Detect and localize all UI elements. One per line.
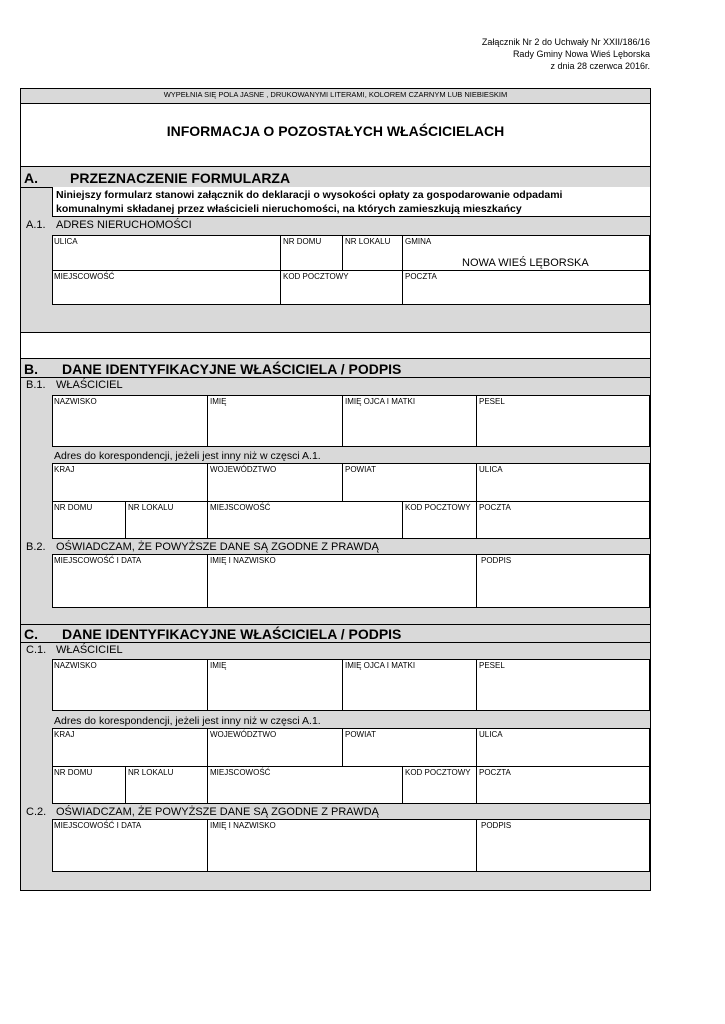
- b1-poczta-field[interactable]: [476, 502, 650, 539]
- kod-pocztowy-label: KOD POCZTOWY: [405, 768, 471, 777]
- section-a-letter: A.: [24, 170, 38, 186]
- a1-miejscowosc-field[interactable]: [52, 271, 280, 305]
- b1-nr-lokalu-field[interactable]: [125, 502, 207, 539]
- section-b-divider: [21, 377, 650, 378]
- form-title: INFORMACJA O POZOSTAŁYCH WŁAŚCICIELACH: [166, 123, 505, 139]
- c1-title: WŁAŚCICIEL: [56, 644, 123, 656]
- c1-wojewodztwo-field[interactable]: [207, 729, 342, 766]
- a1-number: A.1.: [26, 219, 46, 231]
- miejscowosc-data-label: MIEJSCOWOŚĆ I DATA: [54, 821, 142, 830]
- imie-label: IMIĘ: [210, 397, 227, 406]
- c1-nazwisko-field[interactable]: [52, 660, 207, 710]
- miejscowosc-label: MIEJSCOWOŚĆ: [210, 768, 271, 777]
- attachment-line-3: z dnia 28 czerwca 2016r.: [550, 61, 650, 71]
- nr-lokalu-label: NR LOKALU: [128, 768, 174, 777]
- c2-number: C.2.: [26, 806, 47, 818]
- spacer-band: [21, 332, 650, 359]
- ulica-label: ULICA: [54, 237, 78, 246]
- section-c-divider: [21, 642, 650, 643]
- poczta-label: POCZTA: [405, 272, 437, 281]
- attachment-line-2: Rady Gminy Nowa Wieś Lęborska: [512, 49, 650, 59]
- imie-nazwisko-label: IMIĘ I NAZWISKO: [210, 821, 276, 830]
- b1-kod-pocztowy-field[interactable]: [402, 502, 476, 539]
- kraj-label: KRAJ: [54, 465, 75, 474]
- nr-domu-label: NR DOMU: [283, 237, 322, 246]
- a1-kod-pocztowy-field[interactable]: [280, 271, 402, 305]
- pesel-label: PESEL: [479, 397, 505, 406]
- miejscowosc-label: MIEJSCOWOŚĆ: [210, 503, 271, 512]
- miejscowosc-data-label: MIEJSCOWOŚĆ I DATA: [54, 556, 142, 565]
- c1-nr-domu-field[interactable]: [52, 767, 125, 804]
- section-a-title: PRZEZNACZENIE FORMULARZA: [70, 170, 291, 186]
- section-c-top-divider: [21, 624, 650, 625]
- a1-ulica-field[interactable]: [52, 236, 280, 270]
- b1-nr-domu-field[interactable]: [52, 502, 125, 539]
- wojewodztwo-label: WOJEWÓDZTWO: [210, 730, 277, 739]
- imie-ojca-matki-label: IMIĘ OJCA I MATKI: [345, 661, 416, 670]
- c1-kraj-field[interactable]: [52, 729, 207, 766]
- section-a-description: [52, 187, 650, 217]
- b1-miejscowosc-field[interactable]: [207, 502, 402, 539]
- powiat-label: POWIAT: [345, 465, 376, 474]
- c2-imie-nazwisko-field[interactable]: [207, 820, 476, 871]
- nr-lokalu-label: NR LOKALU: [345, 237, 391, 246]
- c1-pesel-field[interactable]: [476, 660, 650, 710]
- c1-kod-pocztowy-field[interactable]: [402, 767, 476, 804]
- b1-imie-field[interactable]: [207, 396, 342, 446]
- section-c-letter: C.: [24, 626, 38, 642]
- b2-imie-nazwisko-field[interactable]: [207, 555, 476, 607]
- powiat-label: POWIAT: [345, 730, 376, 739]
- a1-title: ADRES NIERUCHOMOŚCI: [56, 219, 192, 231]
- imie-label: IMIĘ: [210, 661, 227, 670]
- b1-ulica-field[interactable]: [476, 464, 650, 501]
- a1-poczta-field[interactable]: [402, 271, 650, 305]
- c2-podpis-field[interactable]: [476, 820, 650, 871]
- wojewodztwo-label: WOJEWÓDZTWO: [210, 465, 277, 474]
- instruction-text: WYPEŁNIA SIĘ POLA JASNE , DRUKOWANYMI LITERAMI, KOLOREM CZARNYM LUB NIEBIESKIM: [163, 90, 508, 99]
- b1-pesel-field[interactable]: [476, 396, 650, 446]
- description-line-2: komunalnymi składanej przez właścicieli nieruchomości, na których zamieszkują mieszkańcy: [56, 203, 522, 215]
- nr-domu-label: NR DOMU: [54, 503, 93, 512]
- nr-lokalu-label: NR LOKALU: [128, 503, 174, 512]
- attachment-header: [420, 36, 650, 72]
- b2-podpis-field[interactable]: [476, 555, 650, 607]
- pesel-label: PESEL: [479, 661, 505, 670]
- a1-nr-domu-field[interactable]: [280, 236, 342, 270]
- b1-nazwisko-field[interactable]: [52, 396, 207, 446]
- form-title-box: [21, 103, 650, 167]
- kod-pocztowy-label: KOD POCZTOWY: [405, 503, 471, 512]
- section-b-title: DANE IDENTYFIKACYJNE WŁAŚCICIELA / PODPIS: [62, 361, 402, 377]
- b2-miejscowosc-data-field[interactable]: [52, 555, 207, 607]
- podpis-label: PODPIS: [481, 821, 512, 830]
- c1-powiat-field[interactable]: [342, 729, 476, 766]
- b2-title: OŚWIADCZAM, ŻE POWYŻSZE DANE SĄ ZGODNE Z PRAWDĄ: [56, 541, 379, 553]
- c1-number: C.1.: [26, 644, 47, 656]
- ulica-label: ULICA: [479, 465, 503, 474]
- b1-kraj-field[interactable]: [52, 464, 207, 501]
- section-c-title: DANE IDENTYFIKACYJNE WŁAŚCICIELA / PODPIS: [62, 626, 402, 642]
- nr-domu-label: NR DOMU: [54, 768, 93, 777]
- b1-title: WŁAŚCICIEL: [56, 379, 123, 391]
- imie-ojca-matki-label: IMIĘ OJCA I MATKI: [345, 397, 416, 406]
- nazwisko-label: NAZWISKO: [54, 661, 97, 670]
- b1-imie-ojca-matki-field[interactable]: [342, 396, 476, 446]
- attachment-line-1: Załącznik Nr 2 do Uchwały Nr XXII/186/16: [481, 37, 650, 47]
- section-b-letter: B.: [24, 361, 38, 377]
- b1-address-note: Adres do korespondencji, jeżeli jest inny niż w częsci A.1.: [54, 450, 321, 462]
- imie-nazwisko-label: IMIĘ I NAZWISKO: [210, 556, 276, 565]
- podpis-label: PODPIS: [481, 556, 512, 565]
- a1-nr-lokalu-field[interactable]: [342, 236, 402, 270]
- description-line-1: Niniejszy formularz stanowi załącznik do deklaracji o wysokości opłaty za gospodarowanie odpadami: [56, 189, 563, 201]
- poczta-label: POCZTA: [479, 768, 511, 777]
- kraj-label: KRAJ: [54, 730, 75, 739]
- kod-pocztowy-label: KOD POCZTOWY: [283, 272, 349, 281]
- ulica-label: ULICA: [479, 730, 503, 739]
- c2-miejscowosc-data-field[interactable]: [52, 820, 207, 871]
- b2-number: B.2.: [26, 541, 46, 553]
- c1-poczta-field[interactable]: [476, 767, 650, 804]
- miejscowosc-label: MIEJSCOWOŚĆ: [54, 272, 115, 281]
- c1-imie-field[interactable]: [207, 660, 342, 710]
- poczta-label: POCZTA: [479, 503, 511, 512]
- c1-imie-ojca-matki-field[interactable]: [342, 660, 476, 710]
- c1-ulica-field[interactable]: [476, 729, 650, 766]
- gmina-value: NOWA WIEŚ LĘBORSKA: [462, 257, 589, 269]
- c2-title: OŚWIADCZAM, ŻE POWYŻSZE DANE SĄ ZGODNE Z PRAWDĄ: [56, 806, 379, 818]
- c1-nr-lokalu-field[interactable]: [125, 767, 207, 804]
- c1-miejscowosc-field[interactable]: [207, 767, 402, 804]
- c1-address-note: Adres do korespondencji, jeżeli jest inny niż w częsci A.1.: [54, 715, 321, 727]
- b1-number: B.1.: [26, 379, 46, 391]
- b1-powiat-field[interactable]: [342, 464, 476, 501]
- b1-wojewodztwo-field[interactable]: [207, 464, 342, 501]
- nazwisko-label: NAZWISKO: [54, 397, 97, 406]
- gmina-label: GMINA: [405, 237, 432, 246]
